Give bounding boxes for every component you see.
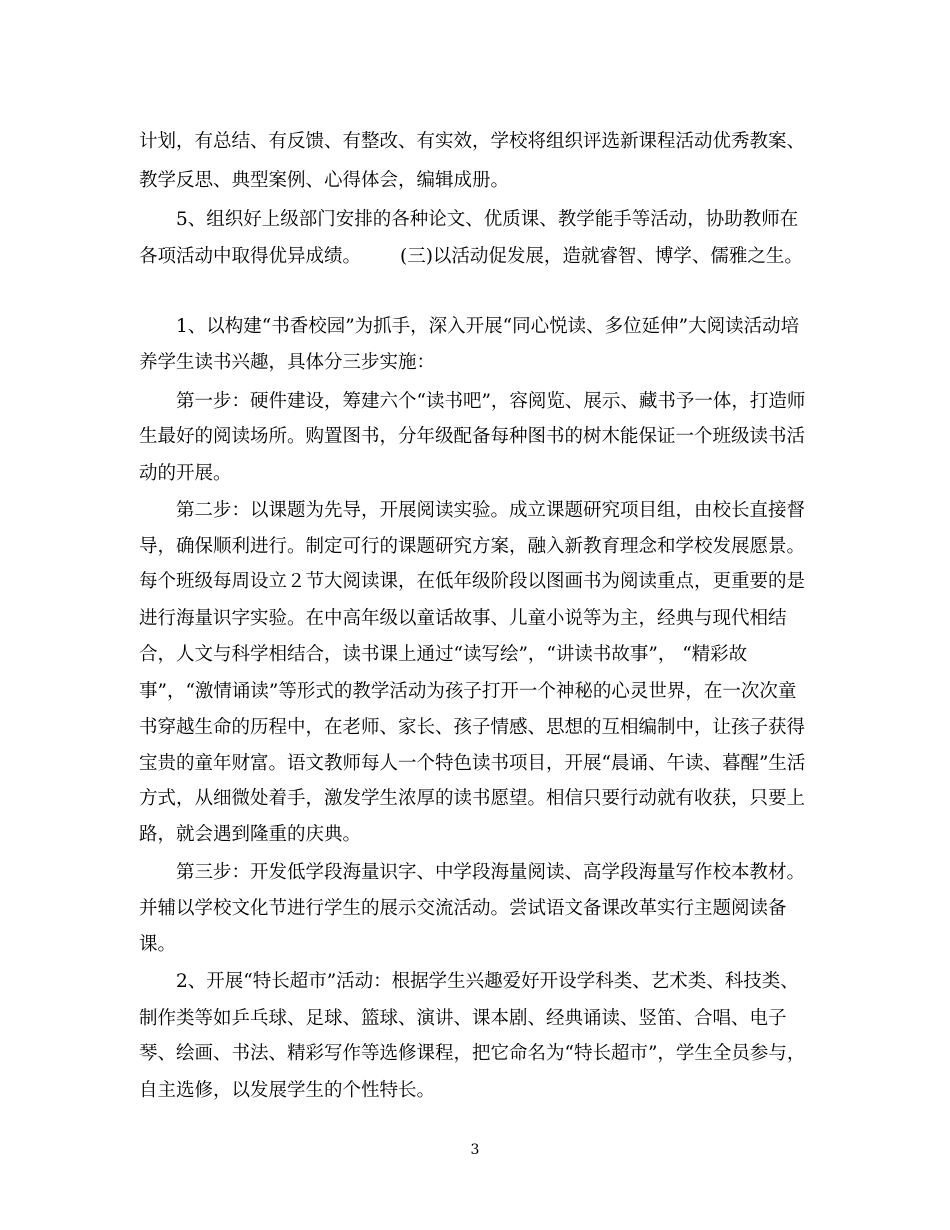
line-text: 教学反思、典型案例、心得体会，编辑成册。 [139,170,510,191]
line-text: 每个班级每周设立２节大阅读课，在低年级阶段以图画书为阅读重点，更重要的是 [139,571,806,592]
line-text: 琴、绘画、书法、精彩写作等选修课程，把它命名为“特长超市”，学生全员参与， [139,1043,806,1064]
line-text: 各项活动中取得优异成绩。 [139,246,362,267]
line-text: 计划，有总结、有反馈、有整改、有实效，学校将组织评选新课程活动优秀教案、 [139,131,806,152]
line-text: 第一步：硬件建设，筹建六个“读书吧”，容阅览、展示、藏书予一体，打造师 [176,391,806,412]
line-text: 自主选修，以发展学生的个性特长。 [139,1080,436,1101]
page-number: 3 [470,1142,480,1158]
line-text: 动的开展。 [139,463,232,484]
line-text: 宝贵的童年财富。语文教师每人一个特色读书项目，开展“晨诵、午读、暮醒”生活 [139,753,806,774]
line-text: 并辅以学校文化节进行学生的展示交流活动。尝试语文备课改革实行主题阅读备 [139,898,787,919]
line-text: 事”，“激情诵读”等形式的教学活动为孩子打开一个神秘的心灵世界，在一次次童 [139,681,797,702]
line-text: 5、组织好上级部门安排的各种论文、优质课、教学能手等活动，协助教师在 [176,209,799,230]
line-text: 进行海量识字实验。在中高年级以童话故事、儿童小说等为主，经典与现代相结 [139,608,787,629]
line-text: 制作类等如乒乓球、足球、篮球、演讲、课本剧、经典诵读、竖笛、合唱、电子 [139,1008,787,1029]
line-text: 书穿越生命的历程中，在老师、家长、孩子情感、思想的互相编制中，让孩子获得 [139,717,806,738]
line-text: 路，就会遇到隆重的庆典。 [139,824,362,845]
line-text: 第三步：开发低学段海量识字、中学段海量阅读、高学段海量写作校本教材。 [176,862,806,883]
line-text: 方式，从细微处着手，激发学生浓厚的读书愿望。相信只要行动就有收获，只要上 [139,788,806,809]
section-heading: (三)以活动促发展，造就睿智、博学、儒雅之生。 [400,246,803,267]
line-text: 第二步：以课题为先导，开展阅读实验。成立课题研究项目组，由校长直接督 [176,500,806,521]
line-text: 课。 [139,934,177,955]
line-text: 合，人文与科学相结合，读书课上通过“读写绘”，“讲读书故事”， “精彩故 [139,644,748,665]
line-text: 2、开展“特长超市”活动：根据学生兴趣爱好开设学科类、艺术类、科技类、 [176,971,799,992]
line-text: 导，确保顺利进行。制定可行的课题研究方案，融入新教育理念和学校发展愿景。 [139,536,806,557]
line-text: 生最好的阅读场所。购置图书，分年级配备每种图书的树木能保证一个班级读书活 [139,426,806,447]
line-text: 养学生读书兴趣，具体分三步实施： [139,352,436,373]
line-text: 1、以构建“书香校园”为抓手，深入开展“同心悦读、多位延伸”大阅读活动培 [176,316,800,337]
